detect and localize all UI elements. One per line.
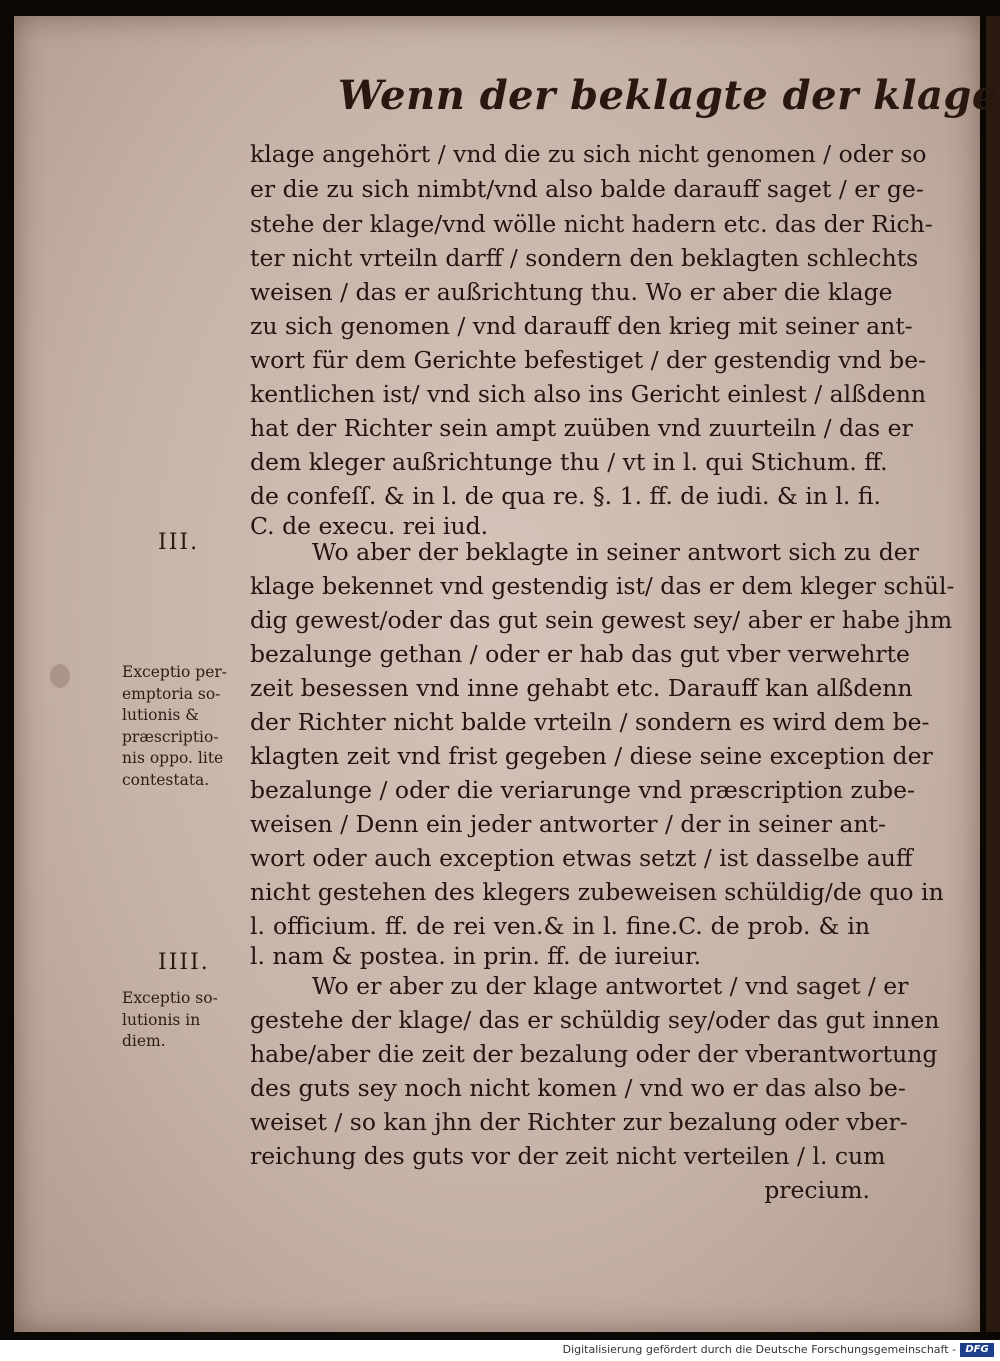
body-line: stehe der klage/vnd wölle nicht hadern etc. das der Rich- xyxy=(250,210,933,238)
body-line: nicht gestehen des klegers zubeweisen schüldig/de quo in xyxy=(250,878,944,906)
body-line: habe/aber die zeit der bezalung oder der vberantwortung xyxy=(250,1040,938,1068)
body-line: weiset / so kan jhn der Richter zur bezalung oder vber- xyxy=(250,1108,908,1136)
body-line: bezalunge gethan / oder er hab das gut vber verwehrte xyxy=(250,640,910,668)
margin-note-line: præscriptio- xyxy=(122,727,219,746)
body-line: C. de execu. rei iud. xyxy=(250,512,489,540)
body-line: Wo er aber zu der klage antwortet / vnd saget / er xyxy=(312,972,909,1000)
body-line: wort für dem Gerichte befestiget / der gestendig vnd be- xyxy=(250,346,927,374)
page-edge xyxy=(986,16,1000,1332)
body-line: ter nicht vrteiln darff / sondern den beklagten schlechts xyxy=(250,244,919,272)
body-line: dig gewest/oder das gut sein gewest sey/ aber er habe jhm xyxy=(250,606,953,634)
margin-note-line: diem. xyxy=(122,1032,166,1050)
body-line: klagten zeit vnd frist gegeben / diese seine exception der xyxy=(250,742,933,770)
body-line: l. nam & postea. in prin. ff. de iureiur. xyxy=(250,942,702,970)
body-line: der Richter nicht balde vrteiln / sondern es wird dem be- xyxy=(250,708,930,736)
margin-note-line: lutionis in xyxy=(122,1010,201,1029)
margin-note xyxy=(122,988,252,1053)
body-line: klage bekennet vnd gestendig ist/ das er dem kleger schül- xyxy=(250,572,955,600)
margin-number: III. xyxy=(158,530,200,555)
margin-number: IIII. xyxy=(158,950,210,975)
running-head: Wenn der beklagte der klage xyxy=(338,72,998,119)
body-line: er die zu sich nimbt/vnd also balde darauff saget / er ge- xyxy=(250,175,924,203)
body-line: wort oder auch exception etwas setzt / ist dasselbe auff xyxy=(250,844,913,872)
body-line: l. officium. ff. de rei ven.& in l. fine.C. de prob. & in xyxy=(250,912,870,940)
body-line: gestehe der klage/ das er schüldig sey/oder das gut innen xyxy=(250,1006,940,1034)
margin-note-line: contestata. xyxy=(122,770,210,789)
footer-bar xyxy=(0,1340,1000,1361)
body-line: precium. xyxy=(764,1176,870,1204)
body-line: dem kleger außrichtunge thu / vt in l. qui Stichum. ff. xyxy=(250,448,888,476)
margin-note-line: nis oppo. lite xyxy=(122,749,224,767)
margin-note-line: Exceptio per- xyxy=(122,663,228,681)
body-line: hat der Richter sein ampt zuüben vnd zuurteiln / das er xyxy=(250,414,913,442)
body-line: kentlichen ist/ vnd sich also ins Gericht einlest / alßdenn xyxy=(250,380,927,408)
funding-note: Digitalisierung gefördert durch die Deutsche Forschungsgemeinschaft - xyxy=(562,1343,956,1356)
margin-note-line: emptoria so- xyxy=(122,684,221,703)
body-line: weisen / Denn ein jeder antworter / der in seiner ant- xyxy=(250,810,886,838)
body-line: zu sich genomen / vnd darauff den krieg mit seiner ant- xyxy=(250,312,913,340)
body-line: des guts sey noch nicht komen / vnd wo er das also be- xyxy=(250,1074,906,1102)
margin-note-line: Exceptio so- xyxy=(122,989,218,1007)
body-line: weisen / das er außrichtung thu. Wo er aber die klage xyxy=(250,278,893,306)
body-line: bezalunge / oder die veriarunge vnd præscription zube- xyxy=(250,776,915,804)
body-line: zeit besessen vnd inne gehabt etc. Darauff kan alßdenn xyxy=(250,674,913,702)
margin-note-line: lutionis & xyxy=(122,706,200,724)
dfg-logo: DFG xyxy=(960,1343,994,1357)
margin-note xyxy=(122,662,252,791)
body-line: klage angehört / vnd die zu sich nicht genomen / oder so xyxy=(250,140,927,168)
body-line: de confeſſ. & in l. de qua re. §. 1. ff. de iudi. & in l. fi. xyxy=(250,482,881,510)
paper-stain xyxy=(50,664,70,688)
body-line: reichung des guts vor der zeit nicht verteilen / l. cum xyxy=(250,1142,886,1170)
body-line: Wo aber der beklagte in seiner antwort sich zu der xyxy=(312,538,919,566)
